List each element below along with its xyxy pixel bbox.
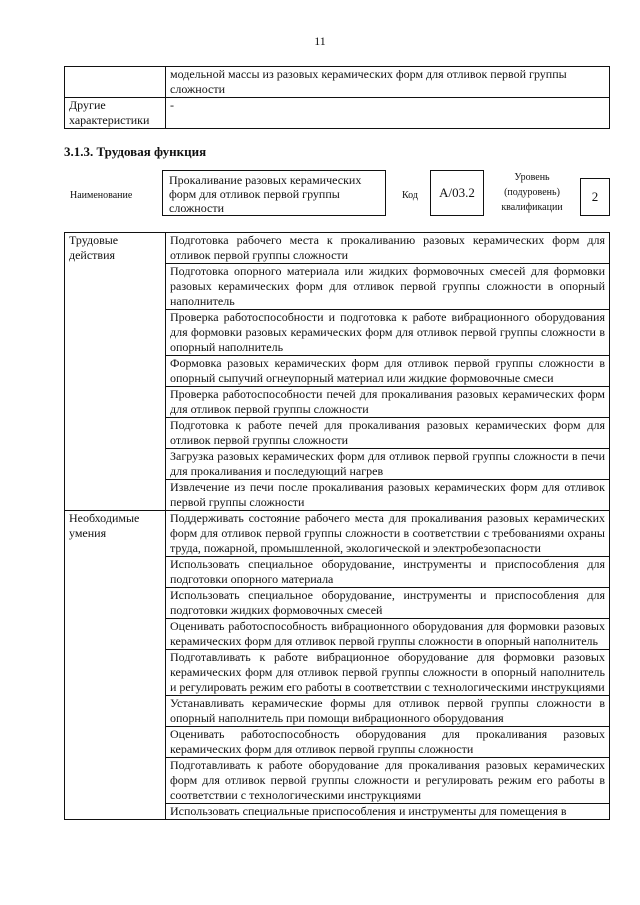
table-cell-empty	[65, 67, 166, 98]
table-row	[65, 233, 610, 264]
level-label: Уровень (подуровень) квалификации	[501, 172, 563, 213]
skills-item: Подготавливать к работе оборудование для прокаливания разовых керамических форм для отливок первой группы сложности и регулировать режим его работы в соответствии с технологическими инструкциями	[166, 758, 610, 804]
labor-actions-item: Подготовка к работе печей для прокаливания разовых керамических форм для отливок первой группы сложности	[166, 418, 610, 449]
labor-actions-item: Проверка работоспособности печей для прокаливания разовых керамических форм для отливок первой группы сложности	[166, 387, 610, 418]
table-cell-text: модельной массы из разовых керамических форм для отливок первой группы сложности	[166, 67, 610, 98]
continuation-table	[64, 66, 610, 129]
section-title: 3.1.3. Трудовая функция	[64, 144, 207, 159]
labor-actions-label: Трудовые действия	[65, 233, 166, 511]
table-row	[65, 67, 610, 98]
skills-item: Подготавливать к работе вибрационное оборудование для формовки разовых керамических форм для отливок первой группы сложности в опорный наполнитель и регулировать режим его работы в соответствии с технологическими инструкциями	[166, 650, 610, 696]
skills-item: Использовать специальное оборудование, инструменты и приспособления для подготовки опорного материала	[166, 557, 610, 588]
labor-actions-item: Извлечение из печи после прокаливания разовых керамических форм для отливок первой группы сложности	[166, 480, 610, 511]
table-cell-text: -	[166, 98, 610, 129]
table-row	[65, 511, 610, 557]
labor-actions-item: Загрузка разовых керамических форм для отливок первой группы сложности в печи для прокаливания и последующий нагрев	[166, 449, 610, 480]
skills-label: Необходимые умения	[65, 511, 166, 820]
level-box: 2	[580, 178, 610, 216]
skills-item: Использовать специальное оборудование, инструменты и приспособления для подготовки жидких формовочных смесей	[166, 588, 610, 619]
code-label: Код	[402, 190, 418, 201]
skills-item: Оценивать работоспособность вибрационного оборудования для формовки разовых керамических форм для отливок первой группы сложности в опорный наполнитель	[166, 619, 610, 650]
labor-actions-item: Проверка работоспособности и подготовка к работе вибрационного оборудования для формовки разовых керамических форм для отливок первой группы сложности в опорный наполнитель	[166, 310, 610, 356]
table-cell-label: Другие характеристики	[65, 98, 166, 129]
labor-actions-item: Подготовка рабочего места к прокаливанию разовых керамических форм для отливок первой группы сложности	[166, 233, 610, 264]
page-number: 11	[314, 34, 326, 48]
labor-actions-item: Формовка разовых керамических форм для отливок первой группы сложности в опорный сыпучий огнеупорный материал или жидкие формовочные смеси	[166, 356, 610, 387]
table-row	[65, 98, 610, 129]
skills-item: Оценивать работоспособность оборудования для прокаливания разовых керамических форм для отливок первой группы сложности	[166, 727, 610, 758]
skills-item: Устанавливать керамические формы для отливок первой группы сложности в опорный наполнитель при помощи вибрационного оборудования	[166, 696, 610, 727]
skills-item: Использовать специальные приспособления и инструменты для помещения в	[166, 804, 610, 820]
skills-item: Поддерживать состояние рабочего места для прокаливания разовых керамических форм для отливок первой группы сложности в соответствии с требованиями охраны труда, пожарной, промышленной, экологической и электробезопасности	[166, 511, 610, 557]
code-box: А/03.2	[430, 170, 484, 216]
name-label: Наименование	[70, 190, 133, 201]
function-table	[64, 232, 610, 820]
labor-actions-item: Подготовка опорного материала или жидких формовочных смесей для формовки разовых керамических форм для отливок первой группы сложности в опорный наполнитель	[166, 264, 610, 310]
function-name-box: Прокаливание разовых керамических форм для отливок первой группы сложности	[162, 170, 386, 216]
